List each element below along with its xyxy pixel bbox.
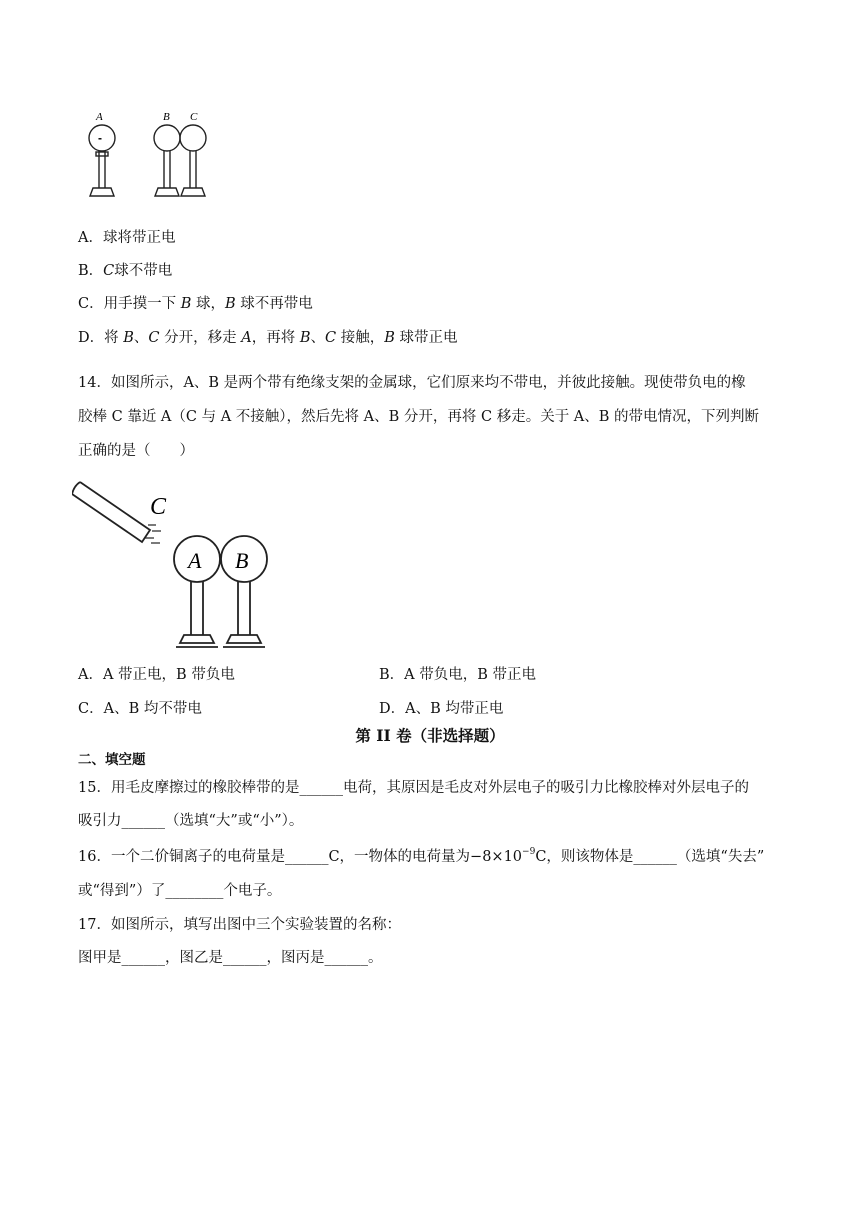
q13-option-b [78, 259, 172, 280]
q13-option-d-var4: B [299, 330, 311, 346]
q13-option-d-sep5: 接触， [336, 330, 385, 346]
q13-option-d-var6: B [384, 330, 395, 346]
fig13-charge-a: - [98, 131, 102, 145]
q16-line1-suffix: C，则该物体是______（选填“失去” [535, 849, 765, 865]
q13-option-d-var2: C [148, 330, 160, 346]
q13-option-d-prefix: D．将 [78, 330, 124, 346]
q13-option-c-var1: B [180, 296, 192, 312]
q13-option-b-text: 球不带电 [114, 263, 173, 279]
fig13-label-b: B [163, 111, 170, 123]
fig14-label-b: B [235, 548, 249, 573]
q14-option-a: A．A 带正电，B 带负电 [78, 667, 235, 683]
q17-line2: 图甲是______，图乙是______，图丙是______。 [78, 950, 383, 966]
q16-charge-exponent: −9 [522, 847, 536, 857]
q13-option-d-sep3: ，再将 [251, 330, 300, 346]
q14-option-c: C．A、B 均不带电 [78, 701, 202, 717]
q15-line2: 吸引力______（选填“大”或“小”）。 [78, 813, 304, 829]
section-heading: 二、填空题 [78, 752, 146, 768]
q15-line1: 15．用毛皮摩擦过的橡胶棒带的是______电荷，其原因是毛皮对外层电子的吸引力比橡胶棒对外层电子的 [78, 780, 749, 796]
q17-line1: 17．如图所示，填写出图中三个实验装置的名称： [78, 917, 401, 933]
q16-line1 [78, 845, 764, 866]
q16-line1-prefix: 16．一个二价铜离子的电荷量是______C，一物体的电荷量为 [78, 849, 471, 865]
fig13-label-c: C [190, 111, 198, 123]
q14-option-b: B．A 带负电，B 带正电 [379, 667, 536, 683]
q13-option-d-var5: C [324, 330, 337, 346]
q14-stem-line2: 胶棒 C 靠近 A（C 与 A 不接触），然后先将 A、B 分开，再将 C 移走。关于 A、B 的带电情况，下列判断 [78, 409, 760, 425]
q13-option-c [78, 292, 313, 313]
q13-option-c-var2: B [224, 296, 236, 312]
q13-option-a: A．球将带正电 [78, 230, 176, 246]
q13-option-d-var1: B [123, 330, 134, 346]
q13-option-d-text: 球带正电 [394, 330, 458, 346]
q13-option-c-text: 球不再带电 [235, 296, 313, 312]
fig14-label-c: C [150, 494, 167, 520]
fig13-label-a: A [96, 111, 103, 123]
q13-option-c-mid: 球， [191, 296, 225, 312]
q13-option-d-var3: A [241, 330, 252, 346]
figure-q14-spheres-rod [72, 472, 282, 652]
q13-option-d-sep2: 分开，移走 [159, 330, 242, 346]
fig14-label-a: A [188, 548, 202, 573]
figure-q13-spheres [80, 108, 220, 203]
q13-option-d-sep4: 、 [310, 330, 325, 346]
q13-option-c-prefix: C．用手摸一下 [78, 296, 181, 312]
q16-charge-base: −8×10 [470, 849, 523, 865]
q14-stem-line3: 正确的是（ ） [78, 443, 194, 459]
q13-option-b-var: C [103, 263, 115, 279]
q13-option-b-prefix: B． [78, 263, 104, 279]
q13-option-d-sep1: 、 [133, 330, 149, 346]
section-title: 第 II 卷（非选择题） [355, 726, 505, 745]
q13-option-d [78, 326, 457, 347]
q14-stem-line1: 14．如图所示，A、B 是两个带有绝缘支架的金属球，它们原来均不带电，并彼此接触。现使带负电的橡 [78, 375, 746, 391]
q14-option-d: D．A、B 均带正电 [379, 701, 504, 717]
q16-line2: 或“得到”）了________个电子。 [78, 883, 282, 899]
